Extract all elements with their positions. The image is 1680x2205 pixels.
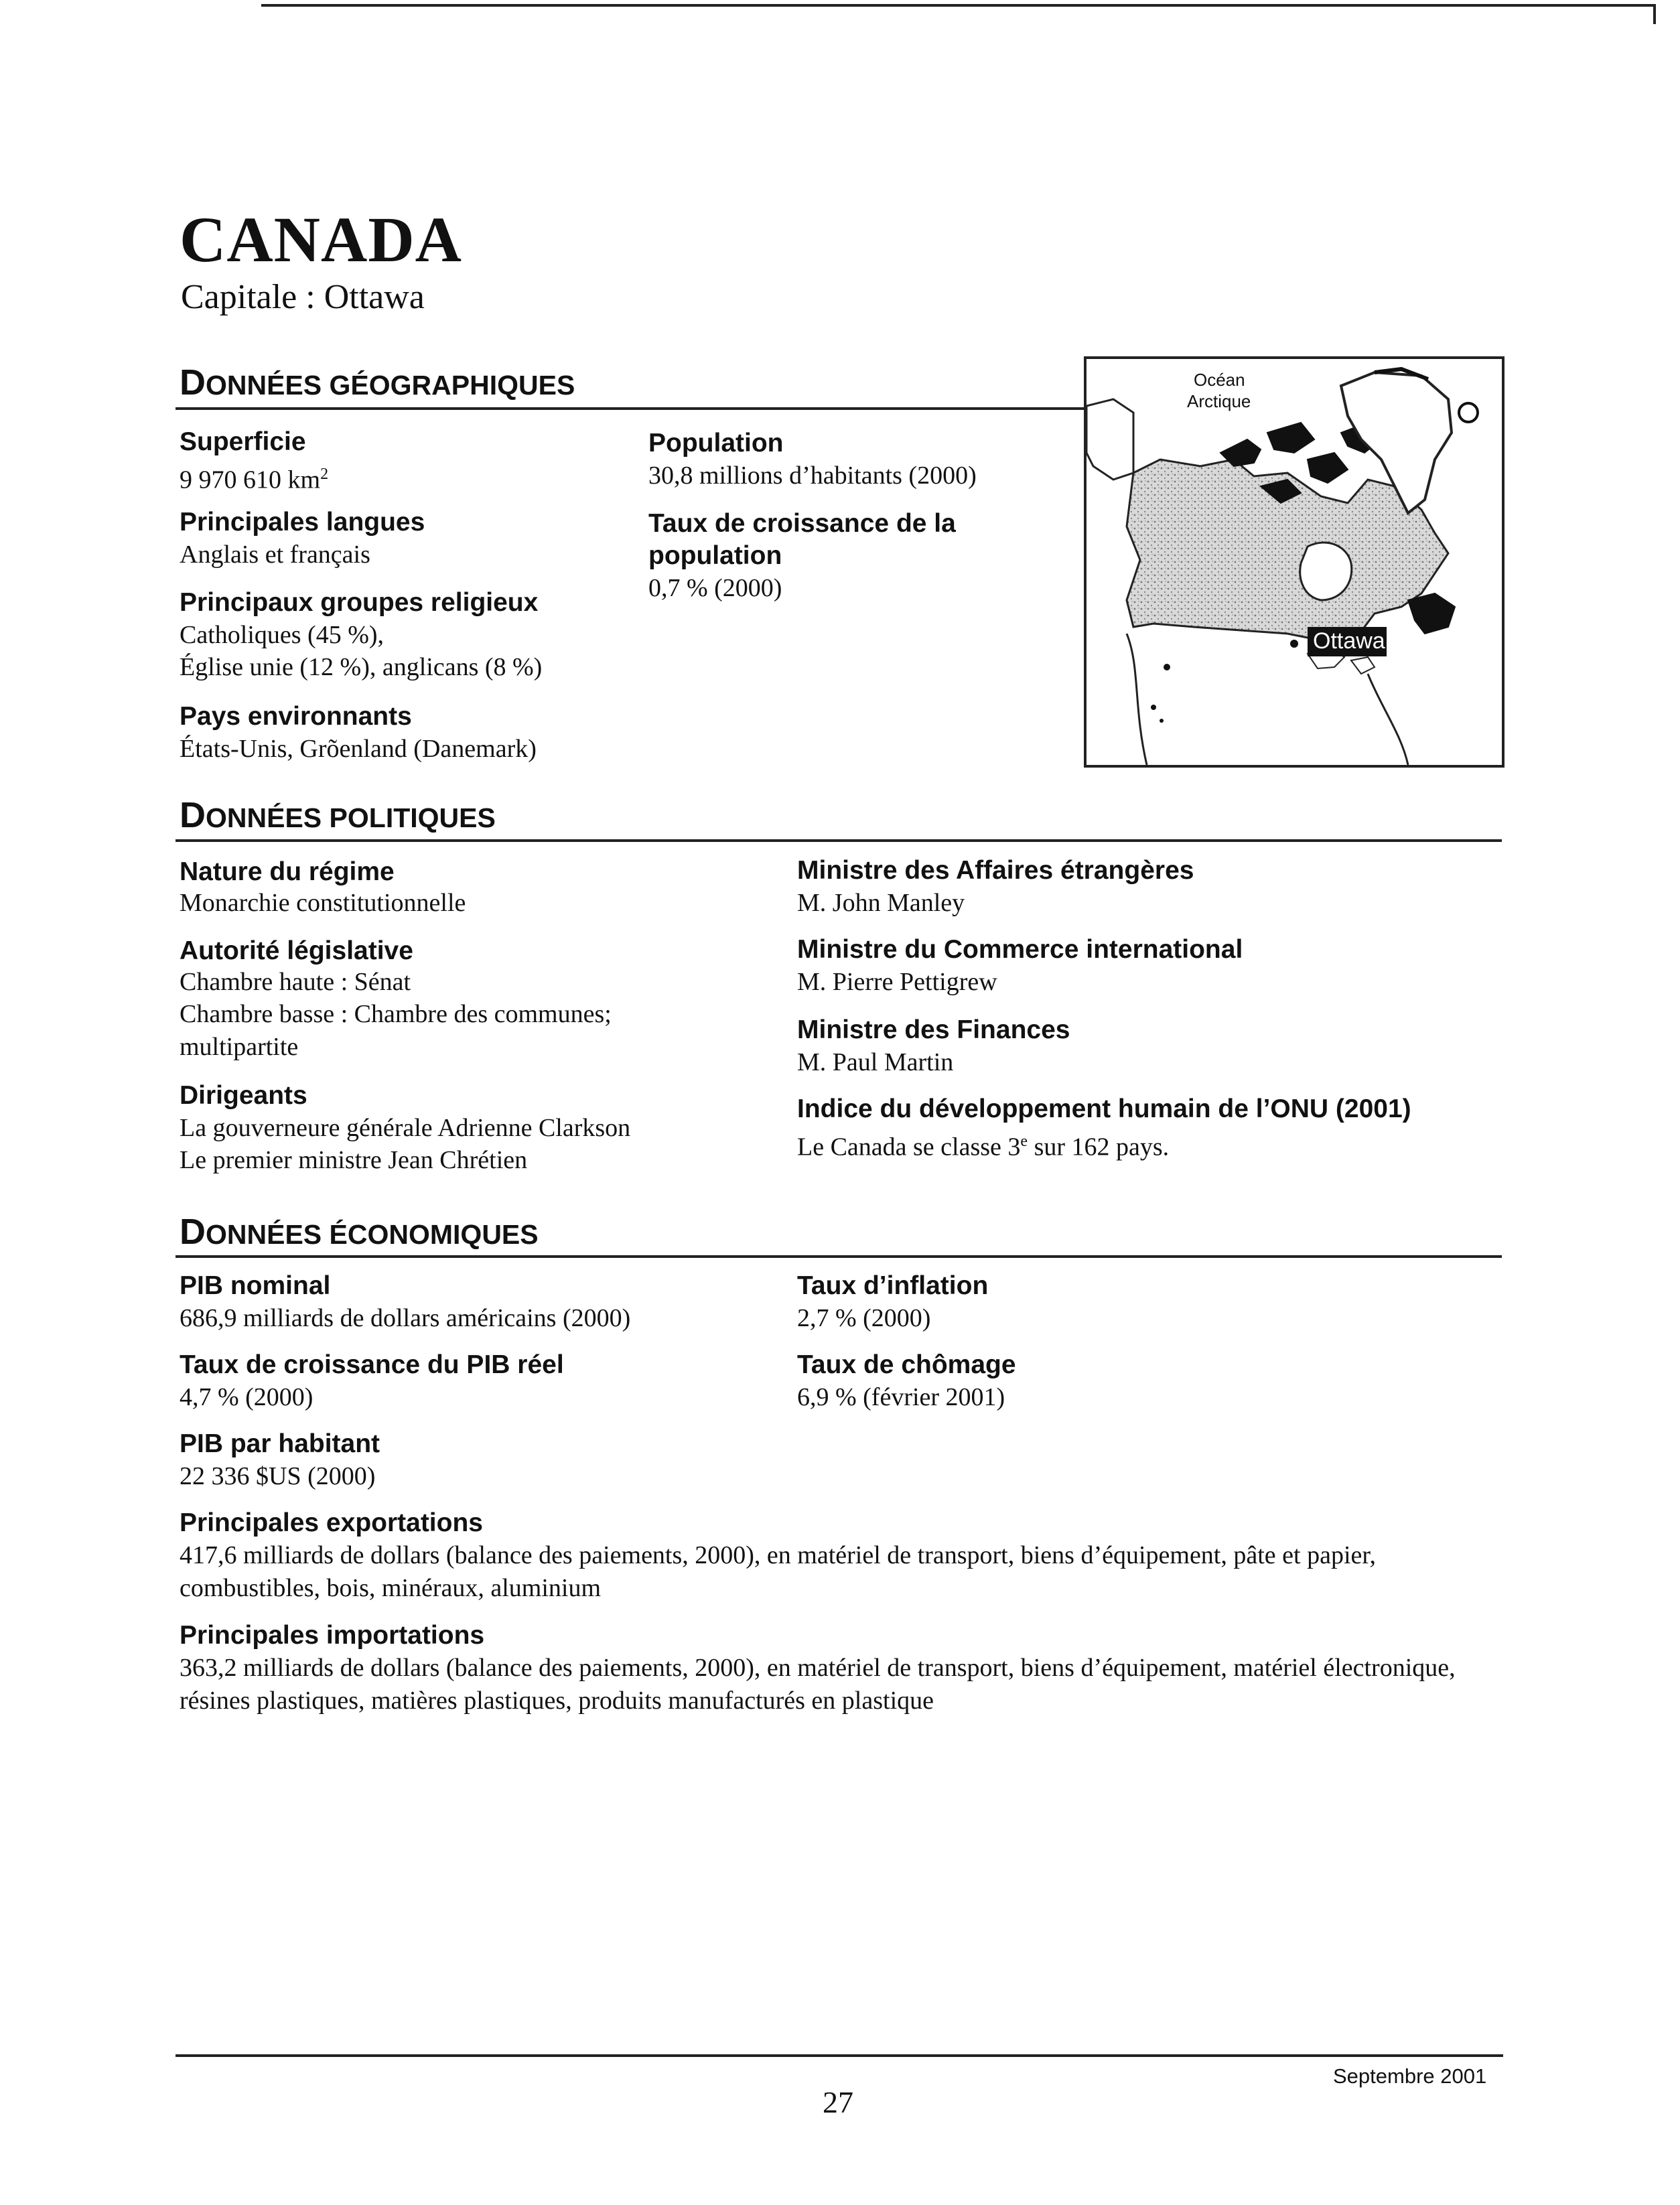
capital-subtitle: Capitale : Ottawa xyxy=(181,278,425,316)
autorite-label: Autorité législative xyxy=(180,936,413,965)
atlantic-provinces xyxy=(1408,593,1455,634)
pays-label: Pays environnants xyxy=(180,702,412,731)
autorite-value-2: Chambre basse : Chambre des communes; multipartite xyxy=(180,1000,612,1061)
pib-label: PIB nominal xyxy=(180,1271,331,1300)
affaires-value: M. John Manley xyxy=(797,889,965,917)
ocean-label-2: Arctique xyxy=(1187,391,1251,411)
section-heading-eco: DONNÉES ÉCONOMIQUES xyxy=(180,1212,539,1252)
pays-value: États-Unis, Grõenland (Danemark) xyxy=(180,735,537,763)
footer-rule xyxy=(176,2054,1503,2057)
regime-label: Nature du régime xyxy=(180,857,395,886)
canada-map-svg xyxy=(1087,359,1502,765)
pib-habitant-label: PIB par habitant xyxy=(180,1429,380,1458)
ottawa-marker xyxy=(1290,640,1298,648)
croissance-pib-label: Taux de croissance du PIB réel xyxy=(180,1350,564,1379)
population-label: Population xyxy=(648,429,784,457)
religion-label: Principaux groupes religieux xyxy=(180,588,539,617)
importations-value: 363,2 milliards de dollars (balance des paiements, 2000), en matériel de transport, biens d’équipement, matériel électronique, résines plastiques, matières plastiques, produits manufacturés en plastique xyxy=(180,1654,1456,1715)
top-rule-hook xyxy=(1653,4,1656,24)
exportations-value: 417,6 milliards de dollars (balance des paiements, 2000), en matériel de transport, biens d’équipement, pâte et papier, combustibles, bois, minéraux, aluminium xyxy=(180,1541,1376,1602)
population-value: 30,8 millions d’habitants (2000) xyxy=(648,461,977,490)
page-number: 27 xyxy=(823,2085,853,2119)
pib-value: 686,9 milliards de dollars américains (2000) xyxy=(180,1304,631,1332)
finances-label: Ministre des Finances xyxy=(797,1015,1070,1044)
commerce-label: Ministre du Commerce international xyxy=(797,935,1243,964)
section-rule-eco xyxy=(176,1255,1502,1258)
section-heading-geo: DONNÉES GÉOGRAPHIQUES xyxy=(180,362,575,403)
regime-value: Monarchie constitutionnelle xyxy=(180,889,466,917)
section-rule-geo xyxy=(176,407,1087,410)
inflation-value: 2,7 % (2000) xyxy=(797,1304,931,1332)
croissance-pop-label-2: population xyxy=(648,541,782,570)
dirigeants-value-2: Le premier ministre Jean Chrétien xyxy=(180,1146,528,1174)
exportations-label: Principales exportations xyxy=(180,1508,483,1537)
autorite-value-1: Chambre haute : Sénat xyxy=(180,968,411,996)
page-title: CANADA xyxy=(180,204,462,275)
footer-date: Septembre 2001 xyxy=(1333,2064,1487,2088)
croissance-pop-label-1: Taux de croissance de la xyxy=(648,509,956,538)
superficie-value: 9 970 610 $km^2$ xyxy=(180,466,329,494)
langues-value: Anglais et français xyxy=(180,541,370,569)
langues-label: Principales langues xyxy=(180,508,425,537)
importations-label: Principales importations xyxy=(180,1621,485,1650)
dirigeants-value-1: La gouverneure générale Adrienne Clarkson xyxy=(180,1114,631,1142)
dirigeants-label: Dirigeants xyxy=(180,1081,307,1110)
hudson-bay xyxy=(1300,543,1352,600)
chomage-label: Taux de chômage xyxy=(797,1350,1016,1379)
canada-map xyxy=(1084,356,1504,768)
ottawa-label: Ottawa xyxy=(1313,628,1385,654)
finances-value: M. Paul Martin xyxy=(797,1048,954,1076)
affaires-label: Ministre des Affaires étrangères xyxy=(797,856,1194,885)
religion-value-2: Église unie (12 %), anglicans (8 %) xyxy=(180,653,543,681)
superficie-label: Superficie xyxy=(180,427,306,456)
croissance-pib-value: 4,7 % (2000) xyxy=(180,1383,313,1411)
religion-value-1: Catholiques (45 %), xyxy=(180,621,384,649)
top-rule xyxy=(261,4,1655,7)
section-heading-pol: DONNÉES POLITIQUES xyxy=(180,795,496,835)
commerce-value: M. Pierre Pettigrew xyxy=(797,968,997,996)
pib-habitant-value: 22 336 $US (2000) xyxy=(180,1462,376,1490)
chomage-value: 6,9 % (février 2001) xyxy=(797,1383,1005,1411)
idh-value: Le Canada se classe 3e sur 162 pays. xyxy=(797,1133,1170,1161)
idh-label: Indice du développement humain de l’ONU (2001) xyxy=(797,1094,1411,1123)
croissance-pop-value: 0,7 % (2000) xyxy=(648,574,782,602)
section-rule-pol xyxy=(176,839,1502,842)
alaska xyxy=(1087,399,1133,480)
ocean-label-1: Océan xyxy=(1194,370,1245,390)
inflation-label: Taux d’inflation xyxy=(797,1271,989,1300)
